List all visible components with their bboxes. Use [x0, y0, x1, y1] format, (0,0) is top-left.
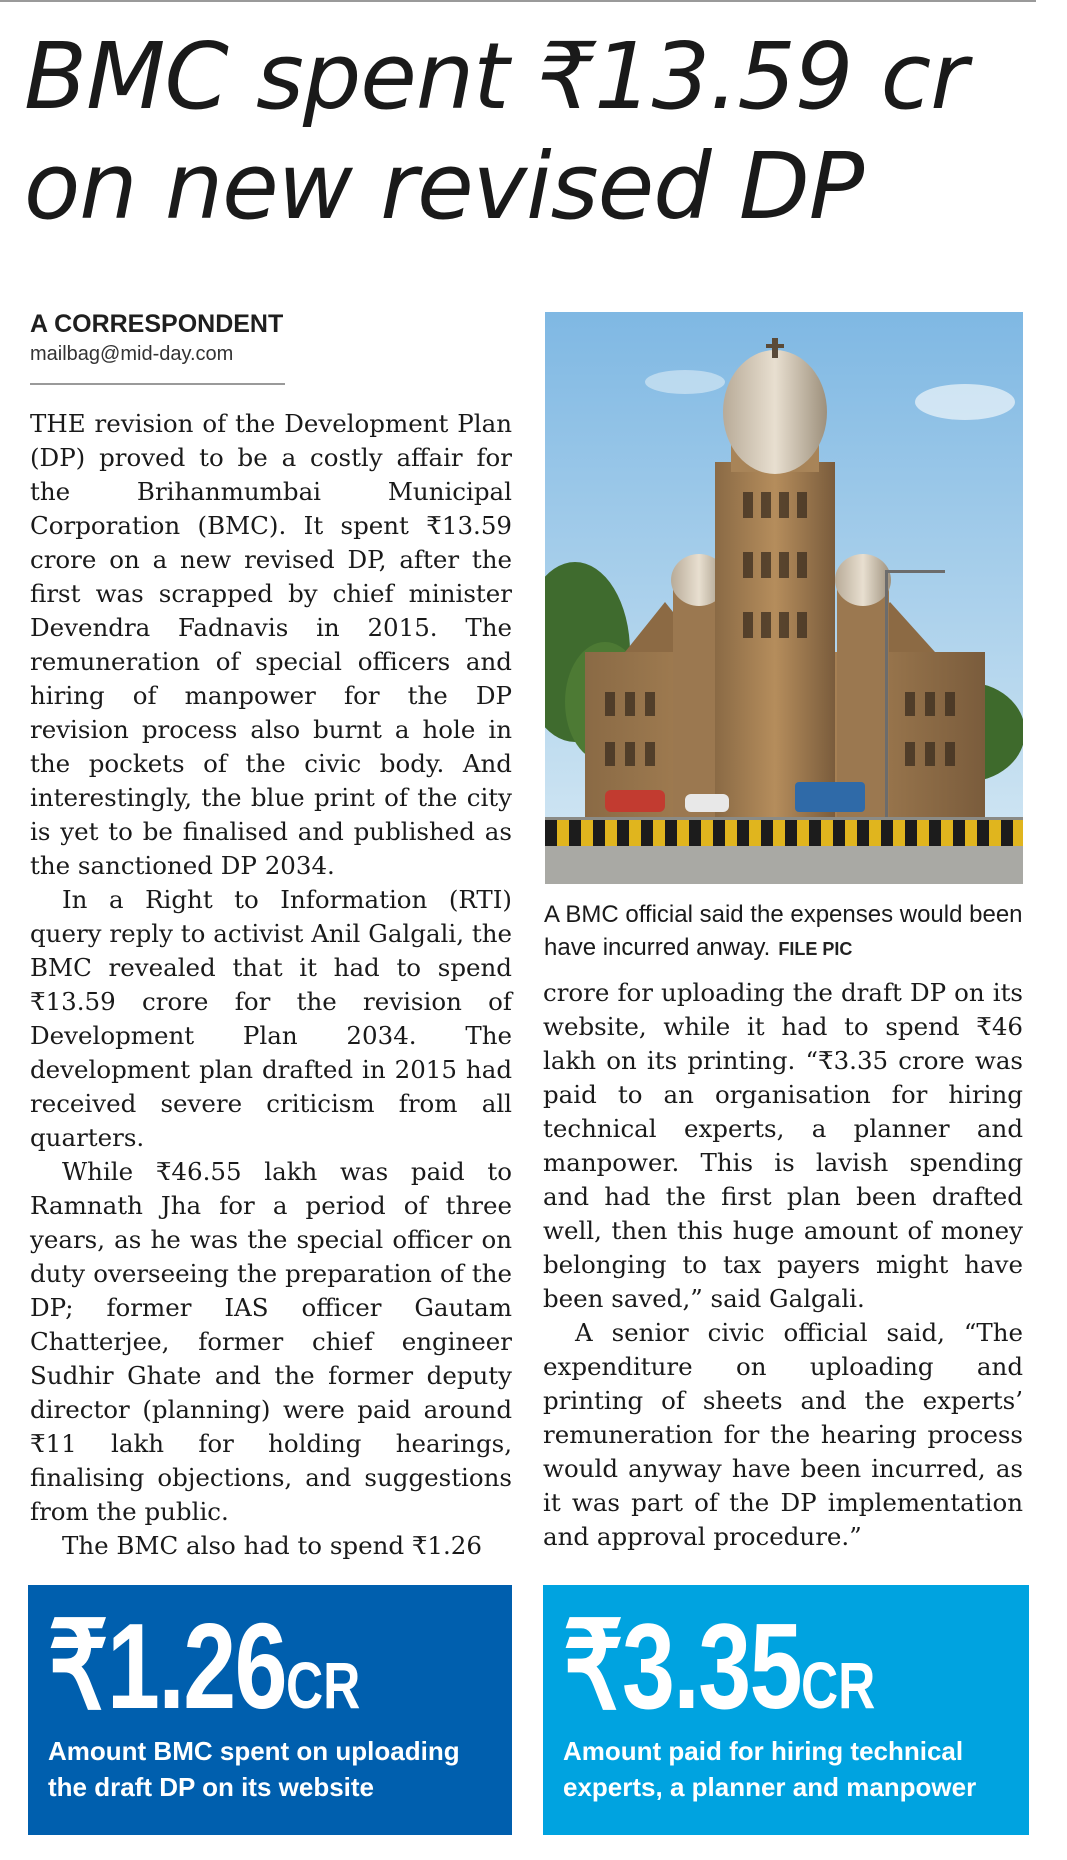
- byline-divider: [30, 383, 285, 385]
- bmc-building-illustration: [545, 312, 1023, 884]
- article-paragraph: THE revision of the Development Plan (DP) proved to be a costly affair for the Brihanmumbai Municipal Corporation (BMC). It spent ₹13.59 crore on a new revised DP, after the first was scrapped by chief minister Devendra Fadnavis in 2015. The remuneration of special officers and hiring of manpower for the DP revision process also burnt a hole in the pockets of the civic body. And interestingly, the blue print of the city is yet to be finalised and published as the sanctioned DP 2034.: [30, 409, 512, 880]
- article-paragraph: The BMC also had to spend ₹1.26: [62, 1531, 482, 1560]
- stat-box-upload-cost: [28, 1585, 512, 1835]
- stat-unit: CR: [800, 1648, 876, 1722]
- article-paragraph: A senior civic official said, “The expenditure on uploading and printing of sheets and the experts’ remuneration for the hearing process would anyway have been incurred, as it was part of the DP implementation and approval procedure.”: [543, 1318, 1023, 1551]
- article-column-1: [30, 407, 512, 1563]
- article-column-2: [543, 976, 1023, 1554]
- stat-value: [563, 1591, 875, 1741]
- byline-author: A CORRESPONDENT: [30, 310, 284, 338]
- byline-email: mailbag@mid-day.com: [30, 343, 234, 365]
- stat-box-hiring-cost: [543, 1585, 1029, 1835]
- photo-caption: [544, 898, 1024, 964]
- bmc-building-photo: [545, 312, 1023, 884]
- stat-unit: CR: [285, 1648, 361, 1722]
- stat-amount: ₹1.26: [48, 1598, 286, 1734]
- stat-value: [48, 1591, 360, 1741]
- stat-amount: ₹3.35: [563, 1598, 801, 1734]
- article-paragraph: crore for uploading the draft DP on its website, while it had to spend ₹46 lakh on its printing. “₹3.35 crore was paid to an organisation for hiring technical experts, a planner and manpower. This is lavish spending and had the first plan been drafted well, then this huge amount of money belonging to tax payers might have been saved,” said Galgali.: [543, 978, 1023, 1313]
- top-rule: [0, 0, 1036, 2]
- photo-credit: FILE PIC: [778, 939, 853, 959]
- byline: [30, 309, 285, 367]
- article-paragraph: In a Right to Information (RTI) query reply to activist Anil Galgali, the BMC revealed that it had to spend ₹13.59 crore for the revision of Development Plan 2034. The development plan drafted in 2015 had received severe criticism from all quarters.: [30, 885, 512, 1152]
- stat-description: Amount paid for hiring technical experts, a planner and manpower: [563, 1736, 977, 1802]
- caption-text: A BMC official said the expenses would been have incurred anway.: [544, 901, 1023, 961]
- stat-description: Amount BMC spent on uploading the draft DP on its website: [48, 1736, 460, 1802]
- headline-line-1: BMC spent ₹13.59 cr: [24, 23, 968, 130]
- headline-line-2: on new revised DP: [24, 133, 864, 240]
- article-paragraph: While ₹46.55 lakh was paid to Ramnath Jha for a period of three years, as he was the special officer on duty overseeing the preparation of the DP; former IAS officer Gautam Chatterjee, former chief engineer Sudhir Ghate and the former deputy director (planning) were paid around ₹11 lakh for holding hearings, finalising objections, and suggestions from the public.: [30, 1157, 512, 1526]
- headline: [24, 22, 1044, 242]
